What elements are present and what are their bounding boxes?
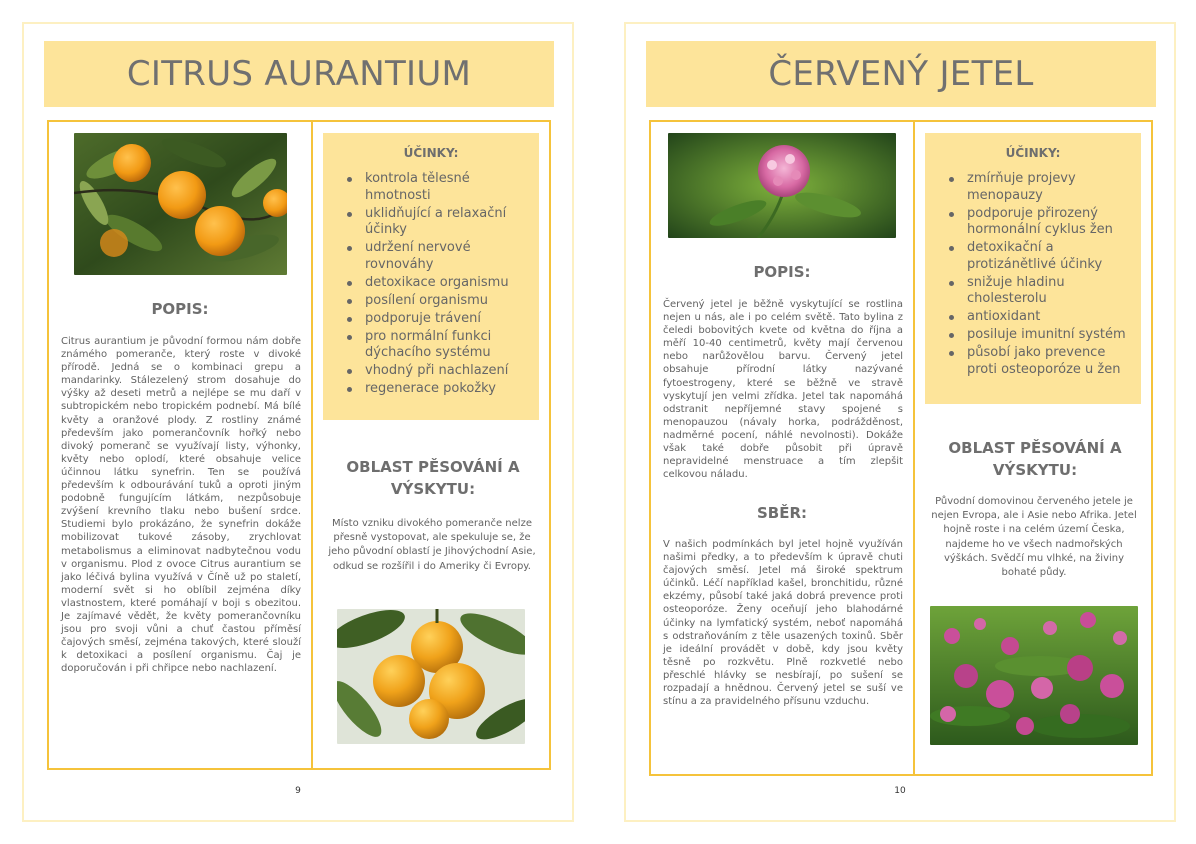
list-item: kontrola tělesné hmotnosti bbox=[347, 171, 533, 204]
effects-heading: ÚČINKY: bbox=[1005, 146, 1061, 160]
list-item: detoxikace organismu bbox=[347, 275, 533, 292]
effects-list bbox=[323, 171, 539, 398]
sber-heading: SBĚR: bbox=[756, 504, 808, 522]
right-column bbox=[915, 122, 1153, 774]
popis-heading: POPIS: bbox=[151, 300, 209, 318]
area-text: Místo vzniku divokého pomeranče nelze přesně vystopovat, ale spekuluje se, že jeho původní oblastí je Jihovýchodní Asie, odkud se rozšířil i do Ameriky či Evropy. bbox=[328, 518, 536, 572]
title-banner bbox=[44, 41, 554, 107]
page-number: 9 bbox=[295, 786, 301, 796]
list-item: snižuje hladinu cholesterolu bbox=[949, 275, 1135, 308]
popis-heading: POPIS: bbox=[753, 263, 811, 281]
list-item: antioxidant bbox=[949, 309, 1135, 326]
page-title: ČERVENÝ JETEL bbox=[768, 54, 1034, 94]
sber-text: V našich podmínkách byl jetel hojně využíván našimi předky, a to především k úpravě chuti čajových směsí. Jetel má široké spektrum účinků. Léčí například kašel, bronchitidu, různé ekzémy, působí také jaká dobrá prevence proti osteoporóze. Ženy oceňují jeho blahodárné účinky na lymfatický systém, neboť napomáhá s odstraňováním z těle usazených toxinů. Sběr je ideální provádět v době, kdy jsou květy těsně po rozkvětu. Plně rozkvetlé nebo přeschlé hlávky se nesbírají, po sušení se rozpadají a hnědnou. Červený jetel se suší ve stínu a za pravidelného přísunu vzduchu. bbox=[663, 539, 903, 708]
list-item: uklidňující a relaxační účinky bbox=[347, 206, 533, 239]
list-item: posílení organismu bbox=[347, 293, 533, 310]
left-column bbox=[49, 122, 311, 768]
list-item: zmírňuje projevy menopauzy bbox=[949, 171, 1135, 204]
page-title: CITRUS AURANTIUM bbox=[126, 54, 472, 94]
effects-heading: ÚČINKY: bbox=[403, 146, 459, 160]
list-item: regenerace pokožky bbox=[347, 381, 533, 398]
content-frame bbox=[649, 120, 1153, 776]
right-column bbox=[313, 122, 551, 768]
page-cerveny-jetel bbox=[624, 22, 1176, 822]
title-banner bbox=[646, 41, 1156, 107]
red-clover-photo bbox=[668, 133, 896, 238]
page-citrus-aurantium bbox=[22, 22, 574, 822]
list-item: podporuje přirozený hormonální cyklus žen bbox=[949, 206, 1135, 239]
list-item: vhodný při nachlazení bbox=[347, 363, 533, 380]
effects-box bbox=[925, 133, 1141, 404]
list-item: detoxikační a protizánětlivé účinky bbox=[949, 240, 1135, 273]
area-text: Původní domovinou červeného jetele je nejen Evropa, ale i Asie nebo Afrika. Jetel hojně roste i na celém území Česka, najdeme ho ve všech nadmořských výškách. Svědčí mu vlhké, na živiny bohaté půdy. bbox=[931, 496, 1137, 579]
page-number: 10 bbox=[894, 786, 906, 796]
area-heading: OBLAST PĚSOVÁNÍ A VÝSKYTU: bbox=[346, 458, 520, 498]
list-item: posiluje imunitní systém bbox=[949, 327, 1135, 344]
clover-field-photo bbox=[930, 606, 1138, 745]
oranges-photo bbox=[337, 609, 525, 744]
popis-text: Červený jetel je běžně vyskytující se rostlina nejen u nás, ale i po celém světě. Tato bylina z čeledi bobovitých kvete od května do října a měří 10-40 centimetrů, květy mají červenou nebo narůžovělou barvu. Červený jetel obsahuje přírodní látky nazývané fytoestrogeny, které se běžně ve stravě vyskytují jen velmi zřídka. Jetel tak napomáhá odstranit nepříjemné stavy spojené s menopauzou (návaly horka, podrážděnost, nadměrné pocení, náhlé nevolnosti). Dokáže však také dobře působit při úpravě nepravidelné menstruace a tím zlepšit celkovou náladu. bbox=[663, 299, 903, 481]
list-item: působí jako prevence proti osteoporóze u žen bbox=[949, 345, 1135, 378]
popis-text: Citrus aurantium je původní formou nám dobře známého pomeranče, který roste v divoké přírodě. Jedná se o kombinaci grepu a mandarinky. Stálezelený strom dosahuje do výšky až deseti metrů a nejlépe se mu daří v subtropickém nebo tropickém podnebí. Má bílé květy a oranžové plody. Z rostliny známé především jako pomerančovník hořký nebo divoký pomeranč se využívají listy, výhonky, květy nebo oplodí, které obsahuje velice účinnou látku synefrin. Ten se používá především k odbourávání tuků a oproti jiným podobně fungujícím látkám, nezpůsobuje zvýšení krevního tlaku nebo bušení srdce. Studiemi bylo prokázáno, že synefrin dokáže mobilizovat tukové zásoby, zrychlovat metabolismus a eliminovat nadbytečnou vodu v organismu. Plod z ovoce Citrus aurantium se jako léčivá bylina využívá v Číně už po staletí, moderní svět si ho oblíbil zejména díky vlastnostem, které pomáhají v boji s obezitou. Je zajímavé vědět, že květy pomerančovníku jsou pro svoji vůni a chuť častou příměsí čajových směsí, zejména takových, které slouží k detoxikaci a posílení organismu. Čaj je doporučován i při chřipce nebo nachlazení. bbox=[61, 336, 301, 675]
list-item: podporuje trávení bbox=[347, 311, 533, 328]
orange-tree-photo bbox=[74, 133, 287, 275]
effects-list bbox=[925, 171, 1141, 378]
list-item: udržení nervové rovnováhy bbox=[347, 240, 533, 273]
content-frame bbox=[47, 120, 551, 770]
list-item: pro normální funkci dýchacího systému bbox=[347, 329, 533, 362]
left-column bbox=[651, 122, 913, 774]
area-heading: OBLAST PĚSOVÁNÍ A VÝSKYTU: bbox=[948, 439, 1122, 479]
effects-box bbox=[323, 133, 539, 420]
